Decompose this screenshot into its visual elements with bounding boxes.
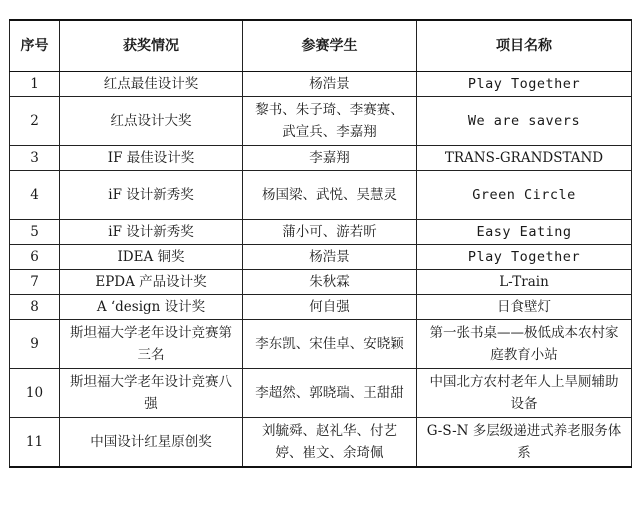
table-row [10,245,632,270]
table-row [10,369,632,418]
cell-project: 第一张书桌——极低成本农村家庭教育小站 [417,320,632,369]
cell-students: 杨国梁、武悦、吴慧灵 [243,171,417,220]
cell-students: 何自强 [243,295,417,320]
table-row [10,146,632,171]
cell-project: We are savers [417,97,632,146]
cell-students: 杨浩景 [243,245,417,270]
cell-award: A ‘design 设计奖 [60,295,243,320]
cell-students: 李东凯、宋佳卓、安晓颖 [243,320,417,369]
table-row [10,171,632,220]
cell-award: iF 设计新秀奖 [60,171,243,220]
cell-students: 李嘉翔 [243,146,417,171]
cell-award: 红点最佳设计奖 [60,72,243,97]
cell-award: iF 设计新秀奖 [60,220,243,245]
cell-students: 刘毓舜、赵礼华、付艺婷、崔文、余琦佩 [243,418,417,468]
table-row [10,270,632,295]
cell-award: IF 最佳设计奖 [60,146,243,171]
cell-students: 李超然、郭晓瑞、王甜甜 [243,369,417,418]
table-header [10,20,632,72]
cell-award: 红点设计大奖 [60,97,243,146]
cell-award: 中国设计红星原创奖 [60,418,243,468]
table-row [10,220,632,245]
cell-award: 斯坦福大学老年设计竞赛第三名 [60,320,243,369]
awards-table [9,19,632,468]
cell-index: 3 [10,146,60,171]
cell-students: 杨浩景 [243,72,417,97]
cell-index: 8 [10,295,60,320]
cell-project: L-Train [417,270,632,295]
cell-index: 7 [10,270,60,295]
cell-index: 9 [10,320,60,369]
cell-index: 5 [10,220,60,245]
header-project: 项目名称 [417,20,632,72]
cell-index: 4 [10,171,60,220]
header-students: 参赛学生 [243,20,417,72]
cell-project: Green Circle [417,171,632,220]
cell-project: Play Together [417,72,632,97]
cell-project: TRANS-GRANDSTAND [417,146,632,171]
table-row [10,97,632,146]
cell-students: 蒲小可、游若昕 [243,220,417,245]
cell-project: 日食壁灯 [417,295,632,320]
cell-index: 2 [10,97,60,146]
header-index: 序号 [10,20,60,72]
table-row [10,72,632,97]
cell-index: 10 [10,369,60,418]
cell-project: Play Together [417,245,632,270]
table-row [10,418,632,468]
cell-project: G-S-N 多层级递进式养老服务体系 [417,418,632,468]
cell-award: EPDA 产品设计奖 [60,270,243,295]
cell-students: 黎书、朱子琦、李赛赛、武宣兵、李嘉翔 [243,97,417,146]
header-row [10,20,632,72]
cell-project: Easy Eating [417,220,632,245]
table-row [10,295,632,320]
cell-award: IDEA 铜奖 [60,245,243,270]
cell-students: 朱秋霖 [243,270,417,295]
cell-project: 中国北方农村老年人上旱厕辅助设备 [417,369,632,418]
cell-index: 6 [10,245,60,270]
table-body [10,72,632,468]
cell-award: 斯坦福大学老年设计竞赛八强 [60,369,243,418]
cell-index: 1 [10,72,60,97]
header-award: 获奖情况 [60,20,243,72]
table-row [10,320,632,369]
cell-index: 11 [10,418,60,468]
